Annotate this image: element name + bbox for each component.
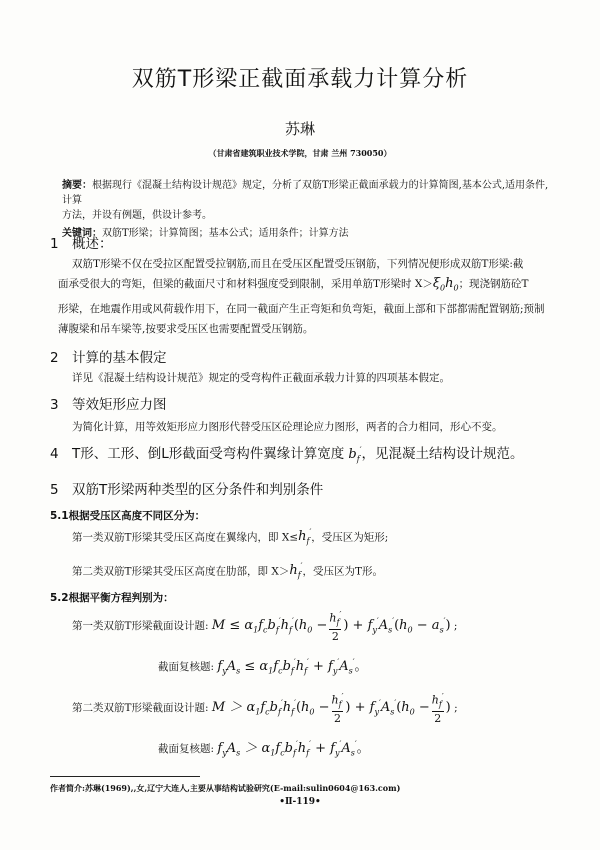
xi-h0-expression: $\xi_0h_0$ bbox=[432, 276, 459, 293]
formula-2: $f_yA_s \le \alpha_1f_cb_f'h_f' + f_y'A_s'$。 bbox=[217, 657, 368, 676]
formula-check-type2: 截面复核题: $f_yA_s > \alpha_1f_cb_f'h_f' + f_y'A_s'$。 bbox=[158, 739, 370, 758]
formula-design-type2: 第二类双筋T形梁截面设计题: $M > \alpha_1f_cb_f'h_f'(h_0$ − $\frac{h_f'}{2}$ ) + $f_y'A_s'(h_0$ − $\frac{h_f'}{2}$ ) ; bbox=[72, 692, 458, 725]
section-1-body bbox=[58, 254, 560, 339]
section-2-body: 详见《混凝土结构设计规范》规定的受弯构件正截面承载力计算的四项基本假定。 bbox=[72, 372, 450, 384]
sec1-line-3: 形梁，在地震作用或风荷载作用下，在同一截面产生正弯矩和负弯矩，截面上部和下部都需配置钢筋;预制 bbox=[58, 302, 545, 315]
section-2-heading: 2 计算的基本假定 bbox=[50, 350, 167, 366]
abstract-label: 摘要： bbox=[62, 180, 92, 191]
hf-symbol: $h_f'$ bbox=[298, 528, 312, 546]
section-3-heading: 3 等效矩形应力图 bbox=[50, 397, 167, 413]
paper-title: 双筋T形梁正截面承载力计算分析 bbox=[131, 67, 469, 92]
sec1-line-4: 薄腹梁和吊车梁等,按要求受压区也需要配置受压钢筋。 bbox=[58, 322, 314, 335]
sub51-line-2: 第二类双筋T形梁其受压区高度在肋部，即 $X>h_f'$，受压区为T形。 bbox=[72, 562, 384, 580]
page-number: •Ⅱ-119• bbox=[279, 797, 321, 807]
section-5-heading: 5 双筋T形梁两种类型的区分条件和判别条件 bbox=[50, 482, 324, 498]
bf-symbol: $b_f'$ bbox=[344, 445, 362, 464]
footnote-divider bbox=[50, 776, 200, 777]
author-name: 苏琳 bbox=[284, 120, 315, 138]
formula-4: $f_yA_s > \alpha_1f_cb_f'h_f' + f_y'A_s'$。 bbox=[217, 739, 370, 758]
formula-3: $M > \alpha_1f_cb_f'h_f'(h_0$ − $\frac{h_f'}{2}$ ) + $f_y'A_s'(h_0$ − $\frac{h_f'}{2}$ ) bbox=[211, 692, 451, 725]
section-4-heading: 4 T形、工形、倒L形截面受弯构件翼缘计算宽度 $b_f'$，见混凝土结构设计规范。 bbox=[50, 445, 524, 464]
formula-design-type1: 第一类双筋T形梁截面设计题: $M \le \alpha_1f_cb_f'h_f'(h_0$ − $\frac{h_f'}{2}$ ) + $f_y'A_s'(h_0 - a_s')$ ; bbox=[72, 610, 458, 643]
section-1-heading: 1 概述： bbox=[50, 236, 113, 252]
formula-check-type1: 截面复核题: $f_yA_s \le \alpha_1f_cb_f'h_f' + f_y'A_s'$。 bbox=[158, 657, 368, 676]
sec1-line-1: 双筋T形梁不仅在受拉区配置受拉钢筋,而且在受压区配置受压钢筋，下列情况便形成双筋T形梁:截 bbox=[72, 258, 524, 270]
subsection-5-1-title: 5.1根据受压区高度不同区分为： bbox=[50, 510, 206, 522]
abstract-text-2: 方法，并设有例题，供设计参考。 bbox=[62, 210, 212, 221]
author-footnote: 作者简介:苏琳(1969),,女,辽宁大连人,主要从事结构试验研究(E-mail:sulin0604@163.com) bbox=[50, 783, 401, 793]
keywords-label: 关键词： bbox=[62, 228, 102, 239]
hf-symbol: $h_f'$ bbox=[289, 562, 303, 580]
subsection-5-2-title: 5.2根据平衡方程判别为： bbox=[50, 592, 174, 604]
formula-1: $M \le \alpha_1f_cb_f'h_f'(h_0$ − $\frac{h_f'}{2}$ ) + $f_y'A_s'(h_0 - a_s')$ bbox=[211, 610, 451, 643]
sub51-line-1: 第一类双筋T形梁其受压区高度在翼缘内，即 $X\le h_f'$，受压区为矩形; bbox=[72, 528, 389, 546]
sec1-line-2-end: ；现浇钢筋砼T bbox=[458, 278, 529, 290]
abstract-text-1: 根据现行《混凝土结构设计规范》规定，分析了双筋T形梁正截面承载力的计算简图,基本公式,适用条件,计算 bbox=[62, 180, 549, 206]
section-3-body: 为简化计算，用等效矩形应力图形代替受压区砼理论应力图形，两者的合力相同，形心不变。 bbox=[72, 421, 503, 433]
sec1-line-2: 面承受很大的弯矩，但梁的截面尺寸和材料强度受到限制，采用单筋T形梁时 X＞ bbox=[58, 278, 433, 290]
keywords-text: 双筋T形梁；计算简图；基本公式；适用条件；计算方法 bbox=[102, 228, 349, 239]
abstract bbox=[62, 178, 552, 241]
author-affiliation: （甘肃省建筑职业技术学院，甘肃 兰州 730050） bbox=[208, 148, 392, 158]
